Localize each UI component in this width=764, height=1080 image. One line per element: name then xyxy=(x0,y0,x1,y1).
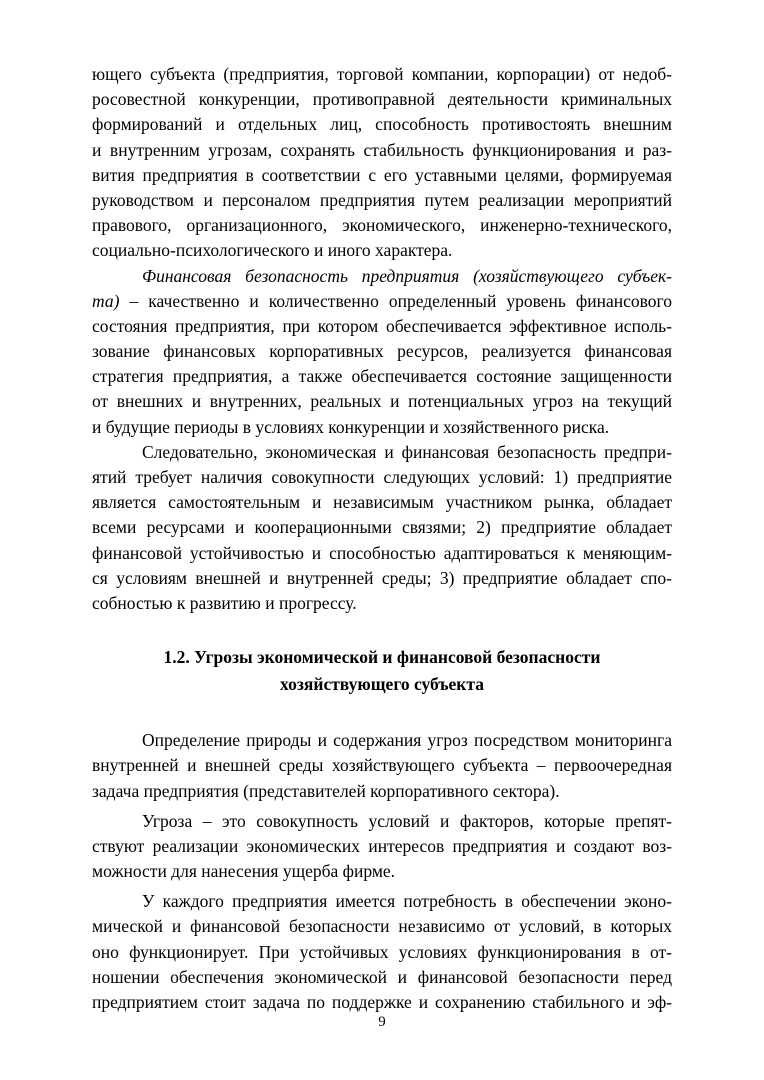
text-line: стратегия предприятия, а также обеспечивается состояние защищенности xyxy=(92,366,672,387)
text-line: Определение природы и содержания угроз посредством мониторинга xyxy=(142,730,672,751)
text-line: и внутренним угрозам, сохранять стабильность функционирования и раз- xyxy=(92,139,672,160)
text-line: финансовой устойчивостью и способностью адаптироваться к меняющим- xyxy=(92,542,672,563)
text-line: оно функционирует. При устойчивых условиях функционирования в от- xyxy=(92,941,672,962)
text-line: внутренней и внешней среды хозяйствующего субъекта – первоочередная xyxy=(92,755,672,776)
section-heading xyxy=(92,644,672,698)
text-line: формирований и отдельных лиц, способность противостоять внешним xyxy=(92,114,672,135)
paragraph-threat-identification xyxy=(92,728,672,804)
text-line: ющего субъекта (предприятия, торговой компании, корпорации) от недоб- xyxy=(92,64,672,84)
text-line: собностью к развитию и прогрессу. xyxy=(92,592,357,613)
text-line: является самостоятельным и независимым участником рынка, обладает xyxy=(92,492,672,513)
text-line: социально-психологического и иного характера. xyxy=(92,240,453,261)
paragraph-enterprise-needs xyxy=(92,889,672,1015)
section-heading-line: хозяйствующего субъекта xyxy=(280,674,484,695)
text-line: ношении обеспечения экономической и финансовой безопасности перед xyxy=(92,966,672,987)
text-line: правового, организационного, экономического, инженерно-технического, xyxy=(92,215,672,236)
text-line: задача предприятия (представителей корпоративного сектора). xyxy=(92,780,560,801)
text-line: ятий требует наличия совокупности следующих условий: 1) предприятие xyxy=(92,467,672,487)
section-heading-line: 1.2. Угрозы экономической и финансовой безопасности xyxy=(163,647,601,668)
text-line: У каждого предприятия имеется потребность в обеспечении эконо- xyxy=(142,891,672,912)
text-line: росовестной конкуренции, противоправной деятельности криминальных xyxy=(92,89,672,110)
text-line: руководством и персоналом предприятия путем реализации мероприятий xyxy=(92,189,672,210)
text-line: и будущие периоды в условиях конкуренции и хозяйственного риска. xyxy=(92,416,610,437)
text-line: можности для нанесения ущерба фирме. xyxy=(92,861,396,882)
paragraph-financial-security-definition xyxy=(92,264,672,440)
text-line: зование финансовых корпоративных ресурсов, реализуется финансовая xyxy=(92,341,672,362)
term-ending: та) – xyxy=(92,290,139,311)
paragraph-conditions xyxy=(92,440,672,616)
document-page xyxy=(92,62,672,1015)
paragraph-continuation xyxy=(92,62,672,264)
text-line xyxy=(92,289,672,314)
term-line: Финансовая безопасность предприятия (хозяйствующего субъек- xyxy=(142,265,672,286)
text-line: всеми ресурсами и кооперационными связями; 2) предприятие обладает xyxy=(92,517,672,538)
text-line: ствуют реализации экономических интересов предприятия и создают воз- xyxy=(92,835,672,856)
text-line: состояния предприятия, при котором обеспечивается эффективное исполь- xyxy=(92,315,672,336)
text-line: от внешних и внутренних, реальных и потенциальных угроз на текущий xyxy=(92,391,672,412)
text-line: вития предприятия в соответствии с его уставными целями, формируемая xyxy=(92,164,672,185)
paragraph-threat-definition xyxy=(92,809,672,885)
text-line: предприятием стоит задача по поддержке и сохранению стабильного и эф- xyxy=(92,992,672,1012)
text-line: Следовательно, экономическая и финансовая безопасность предпри- xyxy=(142,441,672,462)
definition-start: качественно и количественно определенный уровень финансового xyxy=(138,290,672,311)
text-line: ся условиям внешней и внутренней среды; 3) предприятие обладает спо- xyxy=(92,567,672,588)
text-line: Угроза – это совокупность условий и факторов, которые препят- xyxy=(142,810,672,831)
page-number: 9 xyxy=(378,1014,386,1030)
text-line: мической и финансовой безопасности независимо от условий, в которых xyxy=(92,916,672,937)
